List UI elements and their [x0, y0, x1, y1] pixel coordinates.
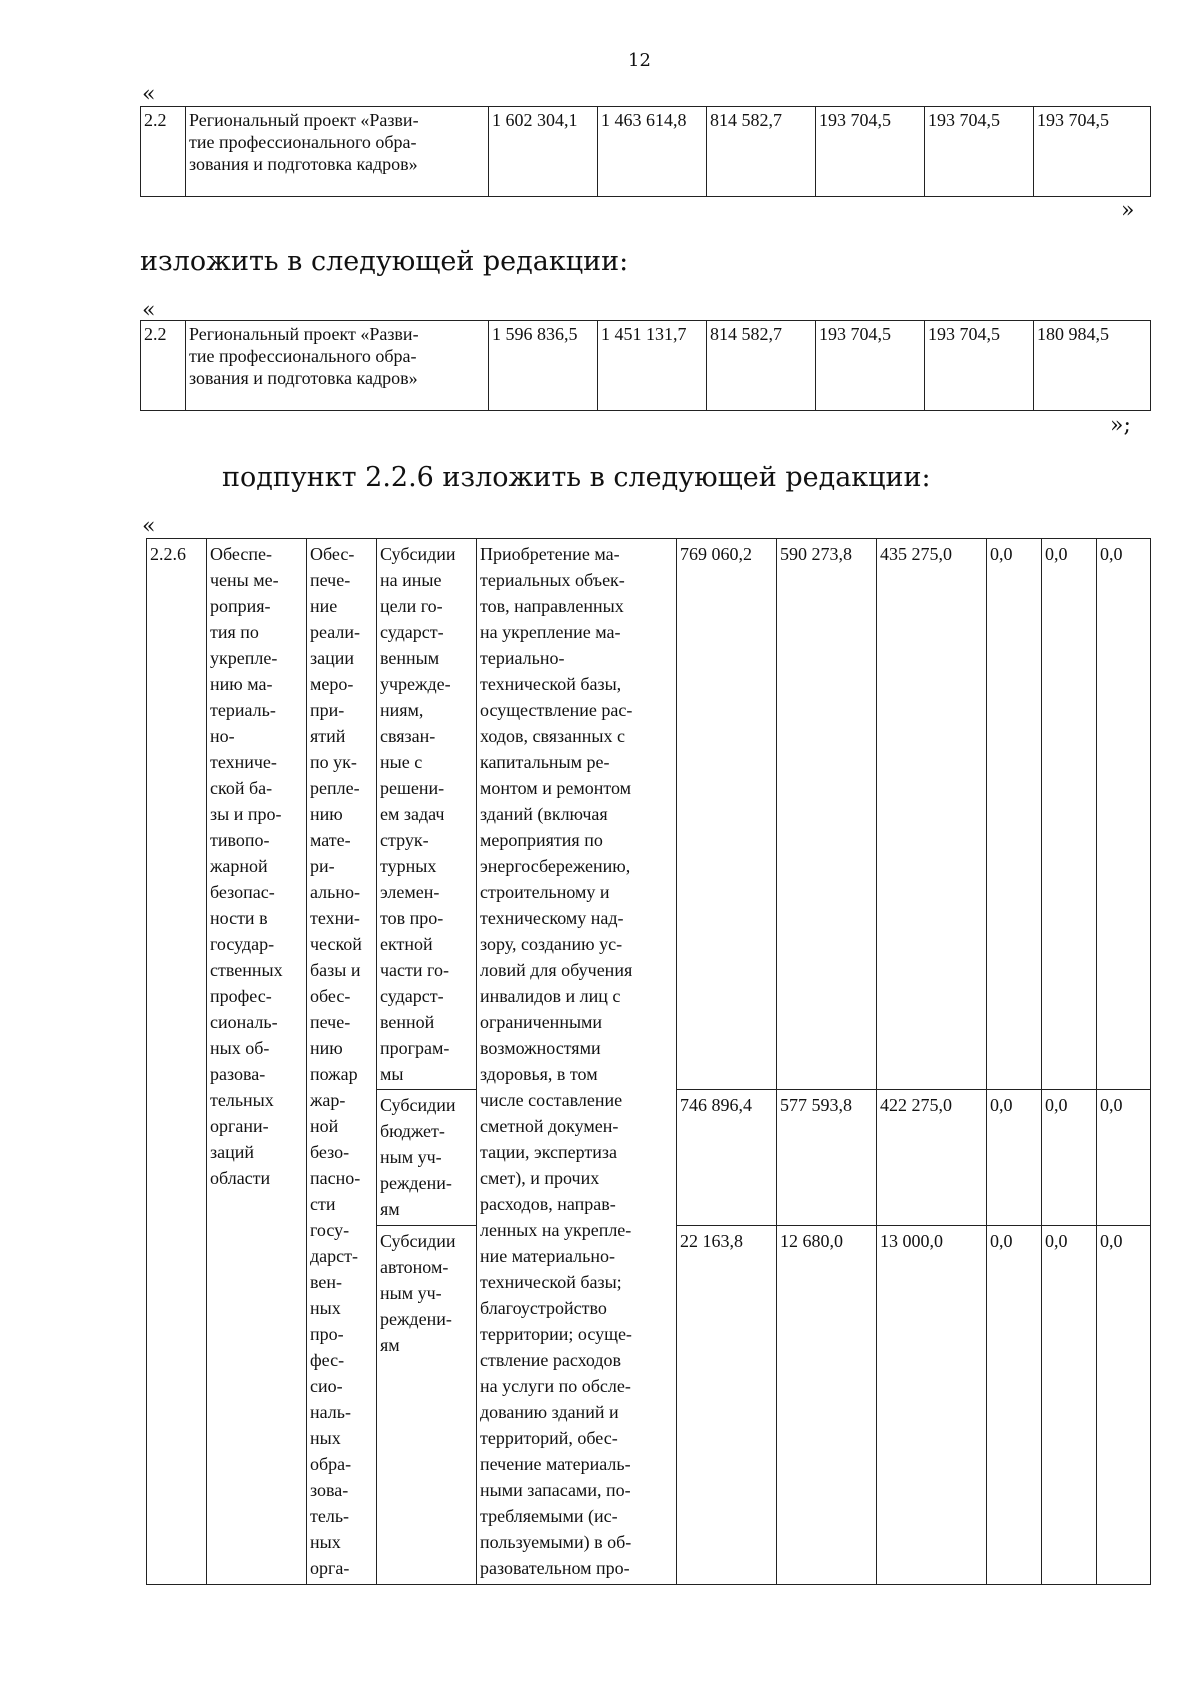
value-cell: 0,0 — [987, 539, 1042, 1090]
instruction-1: изложить в следующей редакции: — [140, 246, 629, 277]
subsidy-type-autonomous: Субсидии автоном- ным уч- реждени- ям — [377, 1226, 477, 1585]
subsidy-type-other: Субсидии на иные цели го- сударст- венным учрежде- ниям, связан- ные с решени- ем задач струк- турных элемен- тов про- ектной части го- сударст- венной програм- мы — [377, 539, 477, 1090]
value-cell: 1 463 614,8 — [598, 107, 707, 197]
value-cell: 1 451 131,7 — [598, 321, 707, 411]
value-cell: 0,0 — [1097, 1226, 1151, 1585]
table-old-2-2 — [140, 106, 1151, 197]
value-cell: 0,0 — [987, 1090, 1042, 1226]
value-cell: 193 704,5 — [925, 321, 1034, 411]
page-number: 12 — [628, 50, 651, 71]
value-cell: 193 704,5 — [816, 321, 925, 411]
value-cell: 769 060,2 — [677, 539, 777, 1090]
value-cell: 1 596 836,5 — [489, 321, 598, 411]
value-cell: 0,0 — [1097, 1090, 1151, 1226]
project-name: Региональный проект «Разви- тие профессионального обра- зования и подготовка кадров» — [186, 321, 489, 411]
value-cell: 193 704,5 — [925, 107, 1034, 197]
value-cell: 1 602 304,1 — [489, 107, 598, 197]
row-number: 2.2 — [141, 107, 186, 197]
value-cell: 180 984,5 — [1034, 321, 1151, 411]
table-new-2-2 — [140, 320, 1151, 411]
close-quote-semicolon: »; — [1110, 413, 1131, 438]
row-number: 2.2.6 — [147, 539, 207, 1585]
value-cell: 0,0 — [1042, 539, 1097, 1090]
value-cell: 0,0 — [987, 1226, 1042, 1585]
row-number: 2.2 — [141, 321, 186, 411]
close-quote-1: » — [1121, 198, 1135, 223]
value-cell: 13 000,0 — [877, 1226, 987, 1585]
value-cell: 590 273,8 — [777, 539, 877, 1090]
project-name: Региональный проект «Разви- тие профессионального обра- зования и подготовка кадров» — [186, 107, 489, 197]
value-cell: 577 593,8 — [777, 1090, 877, 1226]
subsidy-type-budget: Субсидии бюджет- ным уч- реждени- ям — [377, 1090, 477, 1226]
value-cell: 22 163,8 — [677, 1226, 777, 1585]
instruction-2: подпункт 2.2.6 изложить в следующей редакции: — [222, 462, 931, 493]
activity-purpose: Обес- пече- ние реали- зации меро- при- ятий по ук- репле- нию мате- ри- ально- техни- ческой базы и обес- пече- нию пожар жар- ной безо- пасно- сти госу- дарст- вен- ных про- фес- сио- наль- ных обра- зова- тель- ных орга- — [307, 539, 377, 1585]
open-quote-2: « — [142, 298, 156, 323]
activity-description: Приобретение ма- териальных объек- тов, направленных на укрепление ма- териально- технической базы, осуществление рас- ходов, связанных с капитальным ре- монтом и ремонтом зданий (включая мероприятия по энергосбережению, строительному и техническому над- зору, созданию ус- ловий для обучения инвалидов и лиц с ограниченными возможностями здоровья, в том числе составление сметной докумен- тации, экспертиза смет), и прочих расходов, направ- ленных на укрепле- ние материально- технической базы; благоустройство территории; осуще- ствление расходов на услуги по обсле- дованию зданий и территорий, обес- печение материаль- ными запасами, по- требляемыми (ис- пользуемыми) в об- разовательном про- — [477, 539, 677, 1585]
value-cell: 435 275,0 — [877, 539, 987, 1090]
table-2-2-6 — [146, 538, 1151, 1585]
value-cell: 193 704,5 — [1034, 107, 1151, 197]
value-cell: 0,0 — [1042, 1090, 1097, 1226]
value-cell: 814 582,7 — [707, 107, 816, 197]
value-cell: 746 896,4 — [677, 1090, 777, 1226]
value-cell: 814 582,7 — [707, 321, 816, 411]
value-cell: 0,0 — [1042, 1226, 1097, 1585]
open-quote-1: « — [142, 82, 156, 107]
value-cell: 0,0 — [1097, 539, 1151, 1090]
value-cell: 422 275,0 — [877, 1090, 987, 1226]
value-cell: 12 680,0 — [777, 1226, 877, 1585]
value-cell: 193 704,5 — [816, 107, 925, 197]
open-quote-3: « — [142, 514, 156, 539]
activity-name: Обеспе- чены ме- роприя- тия по укрепле- нию ма- териаль- но- техниче- ской ба- зы и про- тивопо- жарной безопас- ности в государ- ственных профес- сиональ- ных об- разова- тельных органи- заций области — [207, 539, 307, 1585]
